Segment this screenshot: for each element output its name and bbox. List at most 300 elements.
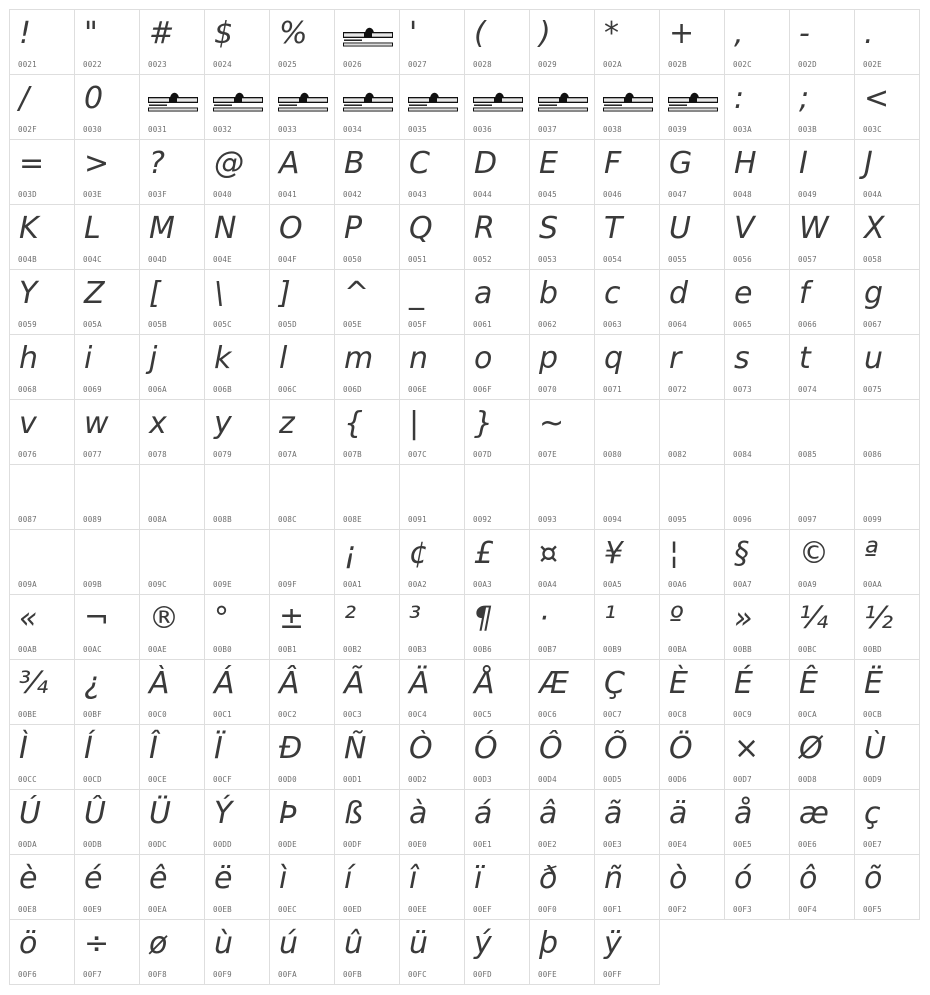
glyph-code: 0032 xyxy=(213,125,232,134)
glyph-code: 0075 xyxy=(863,385,882,394)
glyph-char: À xyxy=(149,666,170,701)
glyph-code: 0058 xyxy=(863,255,882,264)
glyph-char: v xyxy=(19,406,37,441)
glyph-char: K xyxy=(19,211,39,246)
glyph-char: Ó xyxy=(474,731,498,766)
glyph-code: 0062 xyxy=(538,320,557,329)
glyph-cell-00ce xyxy=(139,724,205,790)
glyph-cell-0053 xyxy=(529,204,595,270)
glyph-code: 0094 xyxy=(603,515,622,524)
glyph-char: ± xyxy=(279,601,305,636)
glyph-char: ú xyxy=(279,926,299,961)
glyph-cell-008b xyxy=(204,464,270,530)
glyph-cell-00ff xyxy=(594,919,660,985)
glyph-char: ¾ xyxy=(19,666,49,701)
glyph-cell-00bf xyxy=(74,659,140,725)
trial-watermark-banner xyxy=(148,93,198,112)
glyph-char: ^ xyxy=(344,276,370,311)
glyph-cell-008a xyxy=(139,464,205,530)
trial-watermark-banner xyxy=(343,28,393,47)
glyph-code: 0099 xyxy=(863,515,882,524)
glyph-char: V xyxy=(734,211,755,246)
glyph-char: j xyxy=(149,341,158,376)
glyph-cell-00be xyxy=(9,659,75,725)
trial-watermark-logo xyxy=(408,90,458,114)
glyph-code: 0079 xyxy=(213,450,232,459)
glyph-char: h xyxy=(19,341,39,376)
glyph-code: 0076 xyxy=(18,450,37,459)
glyph-char: c xyxy=(604,276,621,311)
glyph-char: Ý xyxy=(214,796,233,831)
glyph-code: 002F xyxy=(18,125,37,134)
glyph-code: 005D xyxy=(278,320,297,329)
glyph-char: ô xyxy=(799,861,818,896)
glyph-code: 0061 xyxy=(473,320,492,329)
glyph-code: 0057 xyxy=(798,255,817,264)
glyph-char: L xyxy=(84,211,101,246)
glyph-code: 0023 xyxy=(148,60,167,69)
glyph-cell-002b xyxy=(659,9,725,75)
glyph-code: 0069 xyxy=(83,385,102,394)
glyph-code: 00A5 xyxy=(603,580,622,589)
glyph-code: 005C xyxy=(213,320,232,329)
glyph-code: 00F2 xyxy=(668,905,687,914)
glyph-char: + xyxy=(669,16,695,51)
glyph-cell-00d0 xyxy=(269,724,335,790)
glyph-code: 00FA xyxy=(278,970,297,979)
glyph-code: 0073 xyxy=(733,385,752,394)
glyph-cell-00ec xyxy=(269,854,335,920)
glyph-cell-0029 xyxy=(529,9,595,75)
glyph-code: 0054 xyxy=(603,255,622,264)
glyph-char: Å xyxy=(474,666,495,701)
glyph-char: ¡ xyxy=(344,536,357,571)
glyph-cell-00fc xyxy=(399,919,465,985)
glyph-code: 0085 xyxy=(798,450,817,459)
glyph-char: à xyxy=(409,796,428,831)
glyph-code: 0065 xyxy=(733,320,752,329)
glyph-code: 0097 xyxy=(798,515,817,524)
trial-watermark-logo xyxy=(343,90,393,114)
glyph-cell-00ca xyxy=(789,659,855,725)
glyph-char: § xyxy=(734,536,749,571)
glyph-cell-0097 xyxy=(789,464,855,530)
glyph-code: 0068 xyxy=(18,385,37,394)
glyph-cell-0052 xyxy=(464,204,530,270)
glyph-cell-004c xyxy=(74,204,140,270)
glyph-cell-0033 xyxy=(269,74,335,140)
glyph-code: 0042 xyxy=(343,190,362,199)
glyph-cell-00f4 xyxy=(789,854,855,920)
glyph-code: 0052 xyxy=(473,255,492,264)
glyph-char: y xyxy=(214,406,232,441)
glyph-code: 00C6 xyxy=(538,710,557,719)
glyph-char: 0 xyxy=(84,81,104,116)
glyph-code: 0044 xyxy=(473,190,492,199)
glyph-char: I xyxy=(799,146,808,181)
glyph-code: 00DA xyxy=(18,840,37,849)
glyph-cell-0071 xyxy=(594,334,660,400)
glyph-code: 00C8 xyxy=(668,710,687,719)
glyph-code: 009F xyxy=(278,580,297,589)
glyph-code: 0095 xyxy=(668,515,687,524)
glyph-char: _ xyxy=(409,276,424,311)
glyph-cell-0065 xyxy=(724,269,790,335)
glyph-cell-0028 xyxy=(464,9,530,75)
glyph-cell-007d xyxy=(464,399,530,465)
glyph-cell-0072 xyxy=(659,334,725,400)
glyph-char: Ò xyxy=(409,731,433,766)
glyph-cell-003f xyxy=(139,139,205,205)
glyph-char: C xyxy=(409,146,430,181)
glyph-char: Ú xyxy=(19,796,41,831)
glyph-code: 004D xyxy=(148,255,167,264)
glyph-cell-007c xyxy=(399,399,465,465)
glyph-cell-0069 xyxy=(74,334,140,400)
glyph-code: 00BB xyxy=(733,645,752,654)
glyph-cell-00b9 xyxy=(594,594,660,660)
trial-watermark-logo xyxy=(668,90,718,114)
glyph-cell-0064 xyxy=(659,269,725,335)
glyph-code: 00E5 xyxy=(733,840,752,849)
glyph-char: Ñ xyxy=(344,731,367,766)
trial-watermark-banner xyxy=(603,93,653,112)
glyph-code: 004F xyxy=(278,255,297,264)
glyph-char: \ xyxy=(214,276,225,311)
glyph-cell-0022 xyxy=(74,9,140,75)
glyph-code: 006B xyxy=(213,385,232,394)
glyph-cell-00aa xyxy=(854,529,920,595)
glyph-code: 0026 xyxy=(343,60,362,69)
glyph-char: k xyxy=(214,341,232,376)
glyph-cell-00bc xyxy=(789,594,855,660)
glyph-code: 00AA xyxy=(863,580,882,589)
glyph-code: 0028 xyxy=(473,60,492,69)
glyph-code: 00F3 xyxy=(733,905,752,914)
glyph-cell-0095 xyxy=(659,464,725,530)
glyph-cell-0063 xyxy=(594,269,660,335)
glyph-cell-00cd xyxy=(74,724,140,790)
glyph-char: , xyxy=(734,16,744,51)
glyph-cell-0096 xyxy=(724,464,790,530)
glyph-code: 0086 xyxy=(863,450,882,459)
glyph-code: 0036 xyxy=(473,125,492,134)
glyph-char: ¹ xyxy=(604,601,617,636)
glyph-cell-00e8 xyxy=(9,854,75,920)
glyph-code: 002E xyxy=(863,60,882,69)
glyph-code: 0066 xyxy=(798,320,817,329)
glyph-code: 00CA xyxy=(798,710,817,719)
glyph-cell-0089 xyxy=(74,464,140,530)
glyph-char: ® xyxy=(149,601,179,636)
glyph-code: 00EC xyxy=(278,905,297,914)
glyph-code: 00C7 xyxy=(603,710,622,719)
glyph-char: Ö xyxy=(669,731,693,766)
glyph-cell-00f7 xyxy=(74,919,140,985)
glyph-code: 00B0 xyxy=(213,645,232,654)
glyph-cell-00d5 xyxy=(594,724,660,790)
glyph-cell-0094 xyxy=(594,464,660,530)
glyph-char: D xyxy=(474,146,498,181)
glyph-char: X xyxy=(864,211,885,246)
glyph-char: Ê xyxy=(799,666,818,701)
glyph-code: 0041 xyxy=(278,190,297,199)
glyph-char: Ç xyxy=(604,666,625,701)
glyph-char: p xyxy=(539,341,559,376)
glyph-cell-0027 xyxy=(399,9,465,75)
glyph-char: s xyxy=(734,341,750,376)
glyph-code: 00BE xyxy=(18,710,37,719)
glyph-cell-00e9 xyxy=(74,854,140,920)
glyph-code: 0087 xyxy=(18,515,37,524)
glyph-cell-00fa xyxy=(269,919,335,985)
glyph-code: 00A9 xyxy=(798,580,817,589)
glyph-char: > xyxy=(84,146,110,181)
glyph-cell-0080 xyxy=(594,399,660,465)
glyph-char: ö xyxy=(19,926,38,961)
glyph-char: ' xyxy=(409,16,418,51)
glyph-char: Â xyxy=(279,666,300,701)
glyph-code: 00FC xyxy=(408,970,427,979)
glyph-code: 0043 xyxy=(408,190,427,199)
glyph-cell-0057 xyxy=(789,204,855,270)
glyph-code: 006C xyxy=(278,385,297,394)
glyph-cell-0023 xyxy=(139,9,205,75)
glyph-char: a xyxy=(474,276,493,311)
glyph-cell-00a6 xyxy=(659,529,725,595)
glyph-code: 00B9 xyxy=(603,645,622,654)
glyph-cell-0047 xyxy=(659,139,725,205)
glyph-cell-00e6 xyxy=(789,789,855,855)
glyph-cell-00dc xyxy=(139,789,205,855)
glyph-code: 00F9 xyxy=(213,970,232,979)
glyph-cell-0039 xyxy=(659,74,725,140)
glyph-code: 00DF xyxy=(343,840,362,849)
glyph-char: G xyxy=(669,146,693,181)
glyph-char: F xyxy=(604,146,622,181)
glyph-code: 00BC xyxy=(798,645,817,654)
glyph-char: n xyxy=(409,341,429,376)
glyph-cell-0093 xyxy=(529,464,595,530)
glyph-code: 00B3 xyxy=(408,645,427,654)
glyph-cell-00d9 xyxy=(854,724,920,790)
glyph-code: 0055 xyxy=(668,255,687,264)
glyph-code: 008A xyxy=(148,515,167,524)
glyph-cell-0086 xyxy=(854,399,920,465)
glyph-char: / xyxy=(19,81,30,116)
glyph-code: 0045 xyxy=(538,190,557,199)
glyph-cell-00a5 xyxy=(594,529,660,595)
glyph-cell-004b xyxy=(9,204,75,270)
glyph-code: 00C3 xyxy=(343,710,362,719)
glyph-cell-0036 xyxy=(464,74,530,140)
glyph-cell-00a4 xyxy=(529,529,595,595)
glyph-code: 0025 xyxy=(278,60,297,69)
glyph-code: 002A xyxy=(603,60,622,69)
glyph-cell-00a9 xyxy=(789,529,855,595)
glyph-cell-006b xyxy=(204,334,270,400)
glyph-code: 00C9 xyxy=(733,710,752,719)
glyph-cell-006e xyxy=(399,334,465,400)
glyph-code: 00E7 xyxy=(863,840,882,849)
glyph-cell-007b xyxy=(334,399,400,465)
glyph-cell-00e7 xyxy=(854,789,920,855)
glyph-char: þ xyxy=(539,926,559,961)
glyph-cell-002e xyxy=(854,9,920,75)
glyph-code: 00CB xyxy=(863,710,882,719)
glyph-cell-00b2 xyxy=(334,594,400,660)
glyph-cell-0074 xyxy=(789,334,855,400)
glyph-cell-00ed xyxy=(334,854,400,920)
glyph-cell-0043 xyxy=(399,139,465,205)
glyph-code: 00DE xyxy=(278,840,297,849)
glyph-code: 002D xyxy=(798,60,817,69)
glyph-code: 002C xyxy=(733,60,752,69)
glyph-code: 0077 xyxy=(83,450,102,459)
glyph-cell-002c xyxy=(724,9,790,75)
glyph-cell-00cf xyxy=(204,724,270,790)
glyph-cell-007a xyxy=(269,399,335,465)
glyph-char: g xyxy=(864,276,884,311)
glyph-cell-0078 xyxy=(139,399,205,465)
glyph-cell-00d1 xyxy=(334,724,400,790)
glyph-cell-00e1 xyxy=(464,789,530,855)
glyph-char: ë xyxy=(214,861,233,896)
glyph-cell-0099 xyxy=(854,464,920,530)
glyph-code: 00FF xyxy=(603,970,622,979)
glyph-code: 007A xyxy=(278,450,297,459)
glyph-cell-008c xyxy=(269,464,335,530)
glyph-cell-005a xyxy=(74,269,140,335)
glyph-char: H xyxy=(734,146,757,181)
glyph-code: 00CD xyxy=(83,775,102,784)
glyph-cell-0058 xyxy=(854,204,920,270)
glyph-cell-006d xyxy=(334,334,400,400)
glyph-char: " xyxy=(84,16,98,51)
glyph-cell-0050 xyxy=(334,204,400,270)
glyph-char: B xyxy=(344,146,365,181)
glyph-char: m xyxy=(344,341,374,376)
glyph-char: t xyxy=(799,341,811,376)
glyph-cell-005d xyxy=(269,269,335,335)
glyph-cell-00d3 xyxy=(464,724,530,790)
glyph-cell-0044 xyxy=(464,139,530,205)
glyph-char: ! xyxy=(19,16,32,51)
glyph-code: 0040 xyxy=(213,190,232,199)
glyph-cell-00ea xyxy=(139,854,205,920)
glyph-code: 002B xyxy=(668,60,687,69)
glyph-char: æ xyxy=(799,796,829,831)
glyph-code: 0029 xyxy=(538,60,557,69)
glyph-code: 0021 xyxy=(18,60,37,69)
glyph-char: Y xyxy=(19,276,38,311)
glyph-cell-005b xyxy=(139,269,205,335)
glyph-code: 0059 xyxy=(18,320,37,329)
glyph-code: 00E8 xyxy=(18,905,37,914)
glyph-char: u xyxy=(864,341,884,376)
glyph-char: O xyxy=(279,211,303,246)
trial-watermark-banner xyxy=(538,93,588,112)
glyph-code: 0093 xyxy=(538,515,557,524)
glyph-char: x xyxy=(149,406,167,441)
glyph-code: 008B xyxy=(213,515,232,524)
glyph-code: 00CE xyxy=(148,775,167,784)
glyph-cell-0055 xyxy=(659,204,725,270)
glyph-code: 0072 xyxy=(668,385,687,394)
glyph-char: [ xyxy=(149,276,161,311)
glyph-cell-0035 xyxy=(399,74,465,140)
glyph-cell-009e xyxy=(204,529,270,595)
glyph-code: 00B6 xyxy=(473,645,492,654)
glyph-code: 00C1 xyxy=(213,710,232,719)
glyph-char: õ xyxy=(864,861,883,896)
glyph-code: 0080 xyxy=(603,450,622,459)
glyph-code: 00B1 xyxy=(278,645,297,654)
glyph-cell-00d8 xyxy=(789,724,855,790)
glyph-char: ý xyxy=(474,926,492,961)
glyph-code: 005F xyxy=(408,320,427,329)
glyph-char: b xyxy=(539,276,559,311)
glyph-code: 0074 xyxy=(798,385,817,394)
glyph-cell-004d xyxy=(139,204,205,270)
glyph-char: ê xyxy=(149,861,168,896)
glyph-code: 00BA xyxy=(668,645,687,654)
glyph-char: ã xyxy=(604,796,623,831)
glyph-code: 003F xyxy=(148,190,167,199)
glyph-cell-0042 xyxy=(334,139,400,205)
trial-watermark-logo xyxy=(278,90,328,114)
glyph-code: 00C2 xyxy=(278,710,297,719)
glyph-cell-00d2 xyxy=(399,724,465,790)
glyph-cell-00d4 xyxy=(529,724,595,790)
glyph-code: 0084 xyxy=(733,450,752,459)
glyph-cell-0048 xyxy=(724,139,790,205)
glyph-code: 00B2 xyxy=(343,645,362,654)
glyph-cell-005e xyxy=(334,269,400,335)
glyph-cell-00c3 xyxy=(334,659,400,725)
glyph-char: % xyxy=(279,16,308,51)
glyph-char: ¿ xyxy=(84,666,100,701)
glyph-code: 007E xyxy=(538,450,557,459)
glyph-char: £ xyxy=(474,536,494,571)
glyph-code: 00CC xyxy=(18,775,37,784)
glyph-char: ¢ xyxy=(409,536,429,571)
glyph-char: o xyxy=(474,341,493,376)
glyph-char: ¥ xyxy=(604,536,624,571)
glyph-char: Î xyxy=(149,731,158,766)
glyph-char: ½ xyxy=(864,601,894,636)
glyph-cell-007e xyxy=(529,399,595,465)
glyph-code: 0033 xyxy=(278,125,297,134)
glyph-cell-0075 xyxy=(854,334,920,400)
glyph-code: 00F5 xyxy=(863,905,882,914)
glyph-cell-00c1 xyxy=(204,659,270,725)
glyph-cell-00f9 xyxy=(204,919,270,985)
glyph-code: 00AE xyxy=(148,645,167,654)
glyph-char: { xyxy=(344,406,364,441)
glyph-char: Û xyxy=(84,796,106,831)
glyph-code: 005E xyxy=(343,320,362,329)
glyph-code: 004C xyxy=(83,255,102,264)
glyph-code: 003D xyxy=(18,190,37,199)
glyph-code: 00DD xyxy=(213,840,232,849)
glyph-char: é xyxy=(84,861,103,896)
glyph-cell-0070 xyxy=(529,334,595,400)
glyph-char: R xyxy=(474,211,495,246)
glyph-char: â xyxy=(539,796,558,831)
trial-watermark-banner xyxy=(278,93,328,112)
glyph-code: 00E3 xyxy=(603,840,622,849)
